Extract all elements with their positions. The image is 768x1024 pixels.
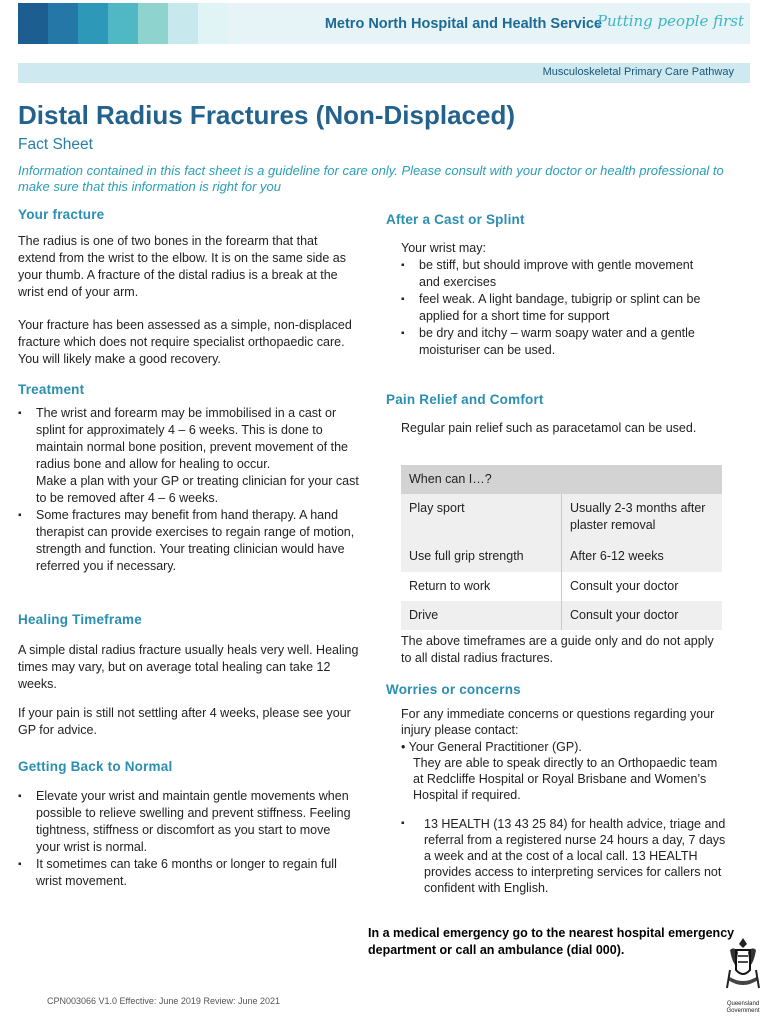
list-item (401, 291, 713, 325)
paragraph: For any immediate concerns or questions regarding your injury please contact: (401, 707, 715, 737)
paragraph: The above timeframes are a guide only and do not apply to all distal radius fractures. (401, 634, 714, 665)
list-item (18, 405, 362, 507)
banner-tile (198, 3, 228, 44)
banner-tile (78, 3, 108, 44)
list-item (401, 816, 726, 896)
table-row (401, 601, 722, 630)
page-title: Distal Radius Fractures (Non-Displaced) (18, 100, 515, 130)
table-header-row (401, 465, 722, 494)
intro-disclaimer: Information contained in this fact sheet is a guideline for care only. Please consult with your doctor or health professional to make sure that this information is right for you (18, 163, 724, 194)
table-cell-activity: Drive (401, 601, 562, 630)
table-cell-activity: Use full grip strength (401, 540, 562, 572)
section-heading-pain: Pain Relief and Comfort (386, 392, 544, 407)
banner-tile (18, 3, 48, 44)
document-footer: CPN003066 V1.0 Effective: June 2019 Review: June 2021 (47, 996, 280, 1006)
section-heading-treatment: Treatment (18, 382, 85, 397)
paragraph: If your pain is still not settling after 4 weeks, please see your GP for advice. (18, 706, 351, 737)
list-item-text: be stiff, but should improve with gentle movement and exercises (419, 258, 694, 289)
list-item (18, 856, 358, 890)
crest-emblem-icon (724, 936, 762, 996)
table-header-cell: When can I…? (401, 465, 722, 494)
banner-tile (168, 3, 198, 44)
list-item-text: Make a plan with your GP or treating clinician for your cast to be removed after 4 – 6 weeks. (36, 474, 359, 505)
organisation-name: Metro North Hospital and Health Service (324, 16, 602, 32)
table-cell-when: After 6-12 weeks (562, 540, 723, 572)
paragraph: A simple distal radius fracture usually heals very well. Healing times may vary, but on average total healing can take 12 weeks. (18, 643, 359, 691)
table-cell-when: Usually 2-3 months after plaster removal (562, 494, 723, 540)
table-cell-activity: Play sport (401, 494, 562, 540)
paragraph: Regular pain relief such as paracetamol can be used. (401, 421, 697, 435)
health-list (401, 816, 726, 896)
paragraph: Your wrist may: (401, 241, 486, 255)
section-heading-normal: Getting Back to Normal (18, 759, 173, 774)
list-item-text: 13 HEALTH (13 43 25 84) for health advice, triage and referral from a registered nurse 24 hours a day, 7 days a week and at the cost of a local call. 13 HEALTH provides access to interpreting services for callers not confident with English. (424, 817, 726, 895)
list-item-text: be dry and itchy – warm soapy water and a gentle moisturiser can be used. (419, 326, 695, 357)
tagline: Putting people first (596, 12, 744, 30)
table-row (401, 572, 722, 601)
table-cell-activity: Return to work (401, 572, 562, 601)
list-item-text: Some fractures may benefit from hand therapy. A hand therapist can provide exercises to regain range of motion, strength and function. Your treating clinician would have referred you if necessary. (36, 508, 355, 573)
list-item-text: The wrist and forearm may be immobilised in a cast or splint for approximately 4 – 6 weeks. This is done to maintain normal bone position, prevent movement of the radius bone and allow for healing to occur. (36, 406, 348, 471)
queensland-crest-icon (723, 936, 763, 1020)
timeframe-table (401, 465, 722, 630)
list-item (18, 507, 362, 575)
banner-tile (108, 3, 138, 44)
table-cell-when: Consult your doctor (562, 601, 723, 630)
table-cell-when: Consult your doctor (570, 579, 679, 593)
section-heading-your-fracture: Your fracture (18, 207, 105, 222)
paragraph: Your fracture has been assessed as a simple, non-displaced fracture which does not require specialist orthopaedic care. You will likely make a good recovery. (18, 318, 352, 366)
section-heading-worries: Worries or concerns (386, 682, 521, 697)
section-heading-healing: Healing Timeframe (18, 612, 142, 627)
list-item-text: Elevate your wrist and maintain gentle movements when possible to relieve swelling and prevent stiffness. Feeling tightness, stiffness or discomfort as you start to move your wrist is normal. (36, 789, 351, 854)
gp-item: • Your General Practitioner (GP). (401, 740, 582, 754)
list-item (401, 325, 713, 359)
banner-tile (138, 3, 168, 44)
list-item-text: It sometimes can take 6 months or longer to regain full wrist movement. (36, 857, 337, 888)
gp-detail: They are able to speak directly to an Orthopaedic team at Redcliffe Hospital or Royal Brisbane and Women’s Hospital if required. (413, 756, 718, 802)
section-heading-cast: After a Cast or Splint (386, 212, 525, 227)
treatment-list (18, 405, 362, 575)
list-item-text: feel weak. A light bandage, tubigrip or splint can be applied for a short time for support (419, 292, 701, 323)
table-row (401, 494, 722, 540)
crest-caption: Queensland Government (726, 1001, 760, 1014)
paragraph: The radius is one of two bones in the forearm that that extend from the wrist to the elbow. It is on the same side as your thumb. A fracture of the distal radius is a break at the wrist end of your arm. (18, 234, 346, 299)
cast-list (401, 257, 713, 359)
normal-list (18, 788, 358, 890)
page-subtitle: Fact Sheet (18, 136, 93, 153)
pathway-label: Musculoskeletal Primary Care Pathway (542, 66, 734, 78)
list-item (401, 257, 713, 291)
emergency-notice: In a medical emergency go to the nearest hospital emergency department or call an ambulance (dial 000). (368, 926, 735, 957)
banner-tile (48, 3, 78, 44)
list-item (18, 788, 358, 856)
table-row (401, 540, 722, 572)
